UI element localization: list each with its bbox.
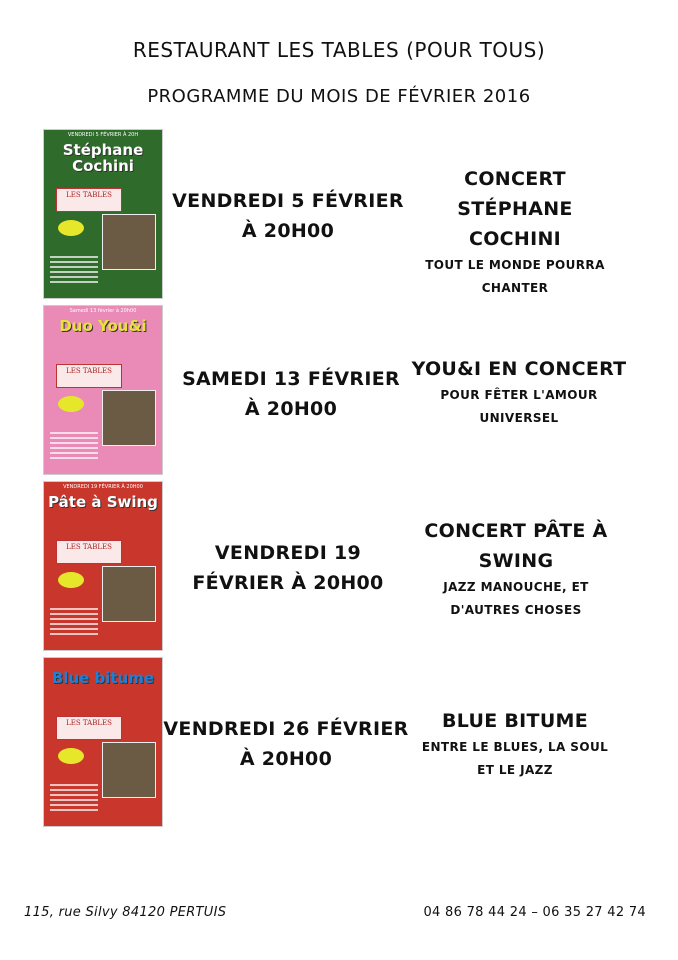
price-badge-icon	[58, 572, 84, 588]
event-subtitle: TOUT LE MONDE POURRA CHANTER	[425, 258, 605, 295]
poster-details	[50, 432, 98, 462]
price-badge-icon	[58, 396, 84, 412]
artist-photo	[102, 214, 156, 270]
event-subtitle: POUR FÊTER L'AMOUR UNIVERSEL	[440, 388, 598, 425]
artist-photo	[102, 742, 156, 798]
price-badge-icon	[58, 748, 84, 764]
poster-top-text: VENDREDI 19 FÉVRIER À 20H00	[63, 484, 143, 490]
event-title: YOU&I EN CONCERT	[411, 358, 627, 380]
page-title: RESTAURANT LES TABLES (POUR TOUS)	[132, 38, 546, 62]
poster-top-text: VENDREDI 5 FÉVRIER À 20H	[67, 132, 139, 138]
event-date: SAMEDI 13 FÉVRIER À 20H00	[182, 368, 400, 420]
artist-photo	[102, 390, 156, 446]
event-poster	[44, 306, 162, 474]
event-date: VENDREDI 5 FÉVRIER À 20H00	[172, 190, 404, 242]
event-subtitle: JAZZ MANOUCHE, ET D'AUTRES CHOSES	[443, 580, 589, 617]
poster-details	[50, 608, 98, 638]
artist-photo	[102, 566, 156, 622]
poster-logo: LES TABLES	[56, 188, 122, 212]
event-row	[0, 482, 678, 652]
event-title: BLUE BITUME	[441, 710, 589, 732]
event-info	[412, 706, 618, 782]
event-poster	[44, 482, 162, 650]
poster-name: Duo You&i	[59, 317, 147, 335]
event-poster	[44, 130, 162, 298]
event-row	[0, 306, 678, 476]
page-subtitle: PROGRAMME DU MOIS DE FÉVRIER 2016	[147, 86, 531, 107]
event-poster	[44, 658, 162, 826]
poster-name: Blue bitume	[51, 669, 155, 687]
poster-logo: LES TABLES	[56, 716, 122, 740]
poster-name: Stéphane Cochini	[62, 141, 144, 175]
poster-logo: LES TABLES	[56, 364, 122, 388]
footer-address: 115, rue Silvy 84120 PERTUIS	[24, 905, 227, 920]
poster-top-text: Samedi 13 février à 20h00	[69, 308, 137, 314]
event-title: CONCERT STÉPHANE COCHINI	[457, 168, 573, 250]
poster-details	[50, 256, 98, 286]
event-info	[410, 354, 628, 430]
event-title: CONCERT PÂTE À SWING	[424, 520, 608, 572]
event-row	[0, 658, 678, 828]
poster-name: Pâte à Swing	[48, 493, 158, 511]
footer-phone: 04 86 78 44 24 – 06 35 27 42 74	[423, 905, 646, 920]
event-info	[416, 516, 616, 622]
event-date: VENDREDI 19 FÉVRIER À 20H00	[192, 542, 384, 594]
poster-details	[50, 784, 98, 814]
event-subtitle: ENTRE LE BLUES, LA SOUL ET LE JAZZ	[421, 740, 609, 777]
event-info	[408, 164, 622, 300]
event-date: VENDREDI 26 FÉVRIER À 20H00	[163, 718, 409, 770]
event-row	[0, 130, 678, 300]
poster-logo: LES TABLES	[56, 540, 122, 564]
price-badge-icon	[58, 220, 84, 236]
